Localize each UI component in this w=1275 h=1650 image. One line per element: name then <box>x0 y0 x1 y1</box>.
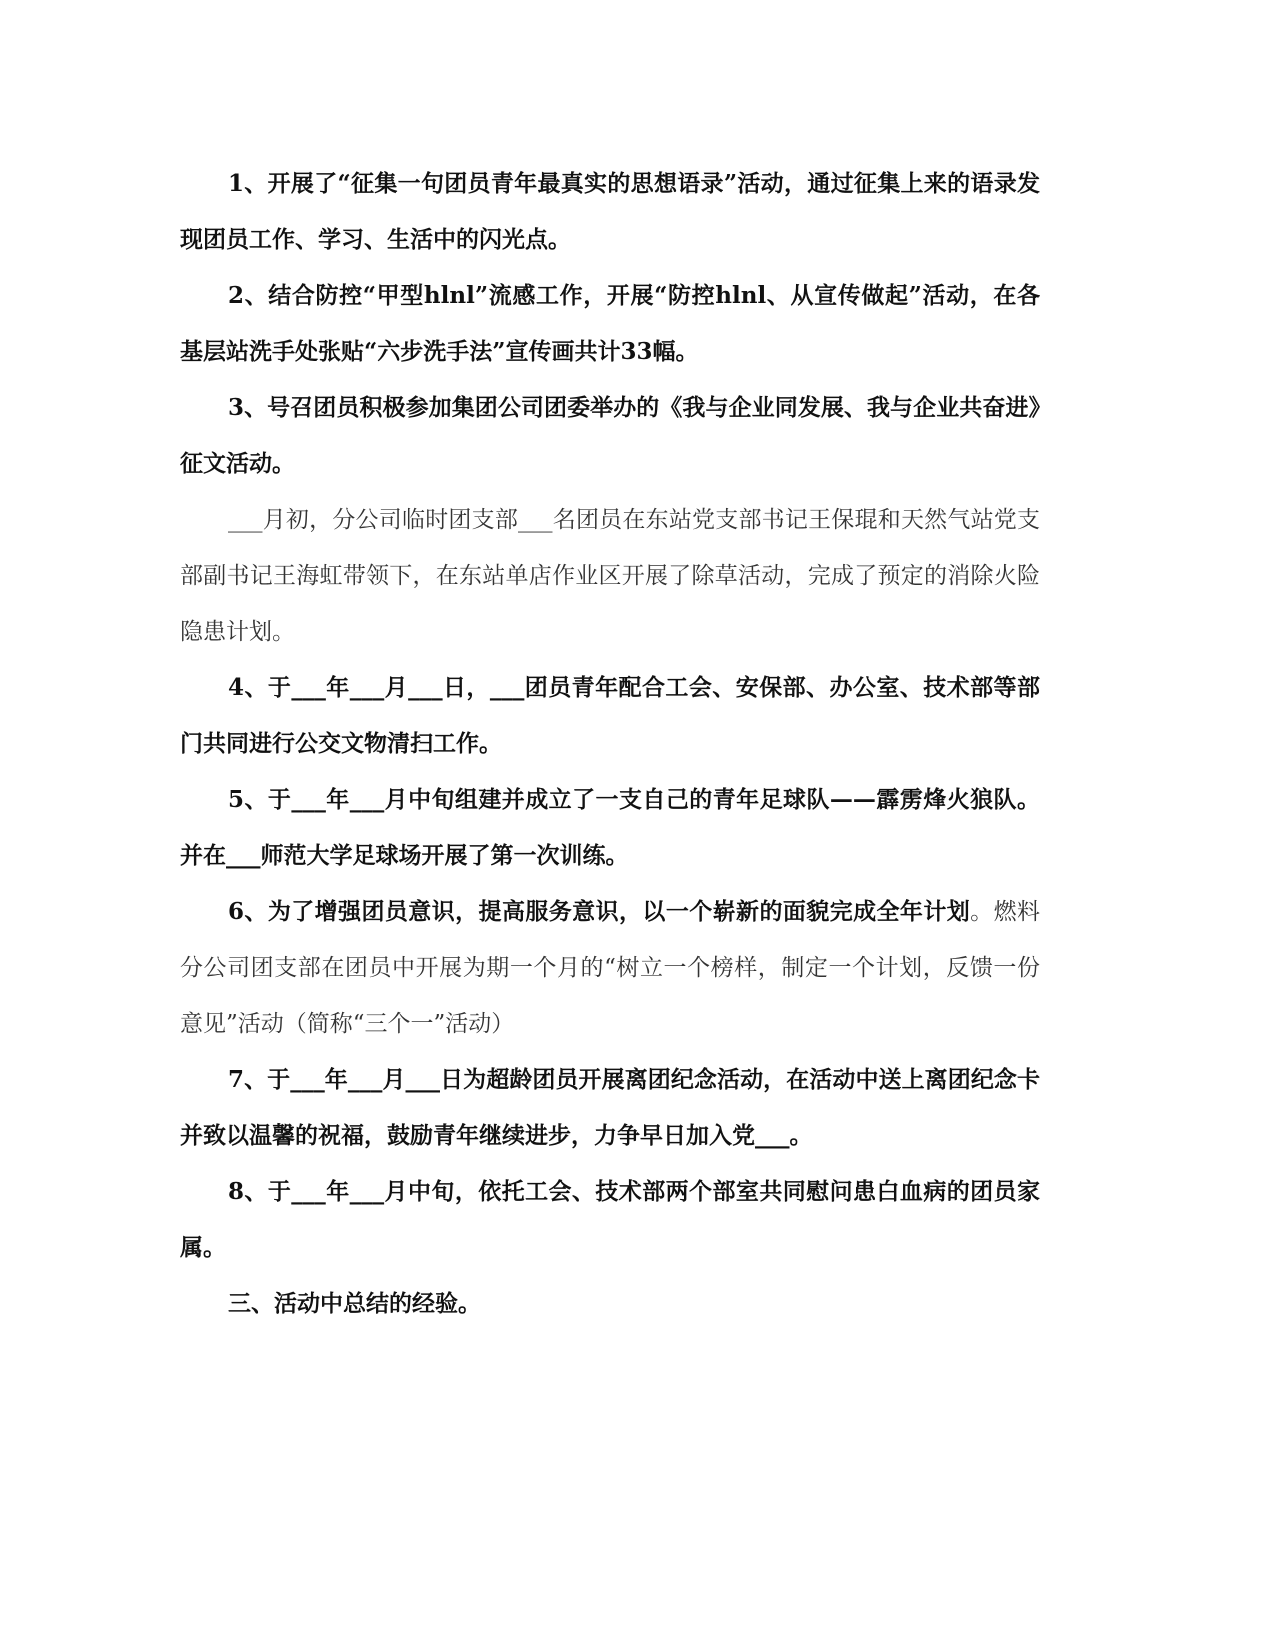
paragraph-4 <box>180 492 1040 660</box>
paragraph-text: 5、于___年___月中旬组建并成立了一支自己的青年足球队——霹雳烽火狼队。并在___师范大学足球场开展了第一次训练。 <box>180 786 1040 869</box>
paragraph-text: 1、开展了“征集一句团员青年最真实的思想语录”活动，通过征集上来的语录发现团员工作、学习、生活中的闪光点。 <box>180 170 1040 253</box>
heading-text: 三、活动中总结的经验。 <box>228 1290 481 1317</box>
paragraph-text: 3、号召团员积极参加集团公司团委举办的《我与企业同发展、我与企业共奋进》征文活动。 <box>180 394 1040 477</box>
paragraph-2 <box>180 268 1040 380</box>
document-page <box>180 156 1040 1332</box>
paragraph-6 <box>180 772 1040 884</box>
paragraph-text: ___月初，分公司临时团支部___名团员在东站党支部书记王保琨和天然气站党支部副书记王海虹带领下，在东站单店作业区开展了除草活动，完成了预定的消除火险隐患计划。 <box>180 507 1040 645</box>
paragraph-5 <box>180 660 1040 772</box>
paragraph-text: 4、于___年___月___日，___团员青年配合工会、安保部、办公室、技术部等部门共同进行公交文物清扫工作。 <box>180 674 1040 757</box>
paragraph-text: 7、于___年___月___日为超龄团员开展离团纪念活动，在活动中送上离团纪念卡并致以温馨的祝福，鼓励青年继续进步，力争早日加入党___。 <box>180 1066 1040 1149</box>
paragraph-3 <box>180 380 1040 492</box>
paragraph-text-light: 。燃料分公司团支部在团员中开展为期一个月的“树立一个榜样，制定一个计划，反馈一份意见”活动（简称“三个一”活动） <box>180 899 1040 1037</box>
paragraph-8 <box>180 1052 1040 1164</box>
paragraph-text-bold: 6、为了增强团员意识，提高服务意识，以一个崭新的面貌完成全年计划 <box>228 898 971 925</box>
paragraph-text: 8、于___年___月中旬，依托工会、技术部两个部室共同慰问患白血病的团员家属。 <box>180 1178 1040 1261</box>
section-heading <box>180 1276 1040 1332</box>
paragraph-7 <box>180 884 1040 1052</box>
paragraph-9 <box>180 1164 1040 1276</box>
paragraph-1 <box>180 156 1040 268</box>
paragraph-text: 2、结合防控“甲型hlnl”流感工作，开展“防控hlnl、从宣传做起”活动，在各基层站洗手处张贴“六步洗手法”宣传画共计33幅。 <box>180 282 1040 365</box>
